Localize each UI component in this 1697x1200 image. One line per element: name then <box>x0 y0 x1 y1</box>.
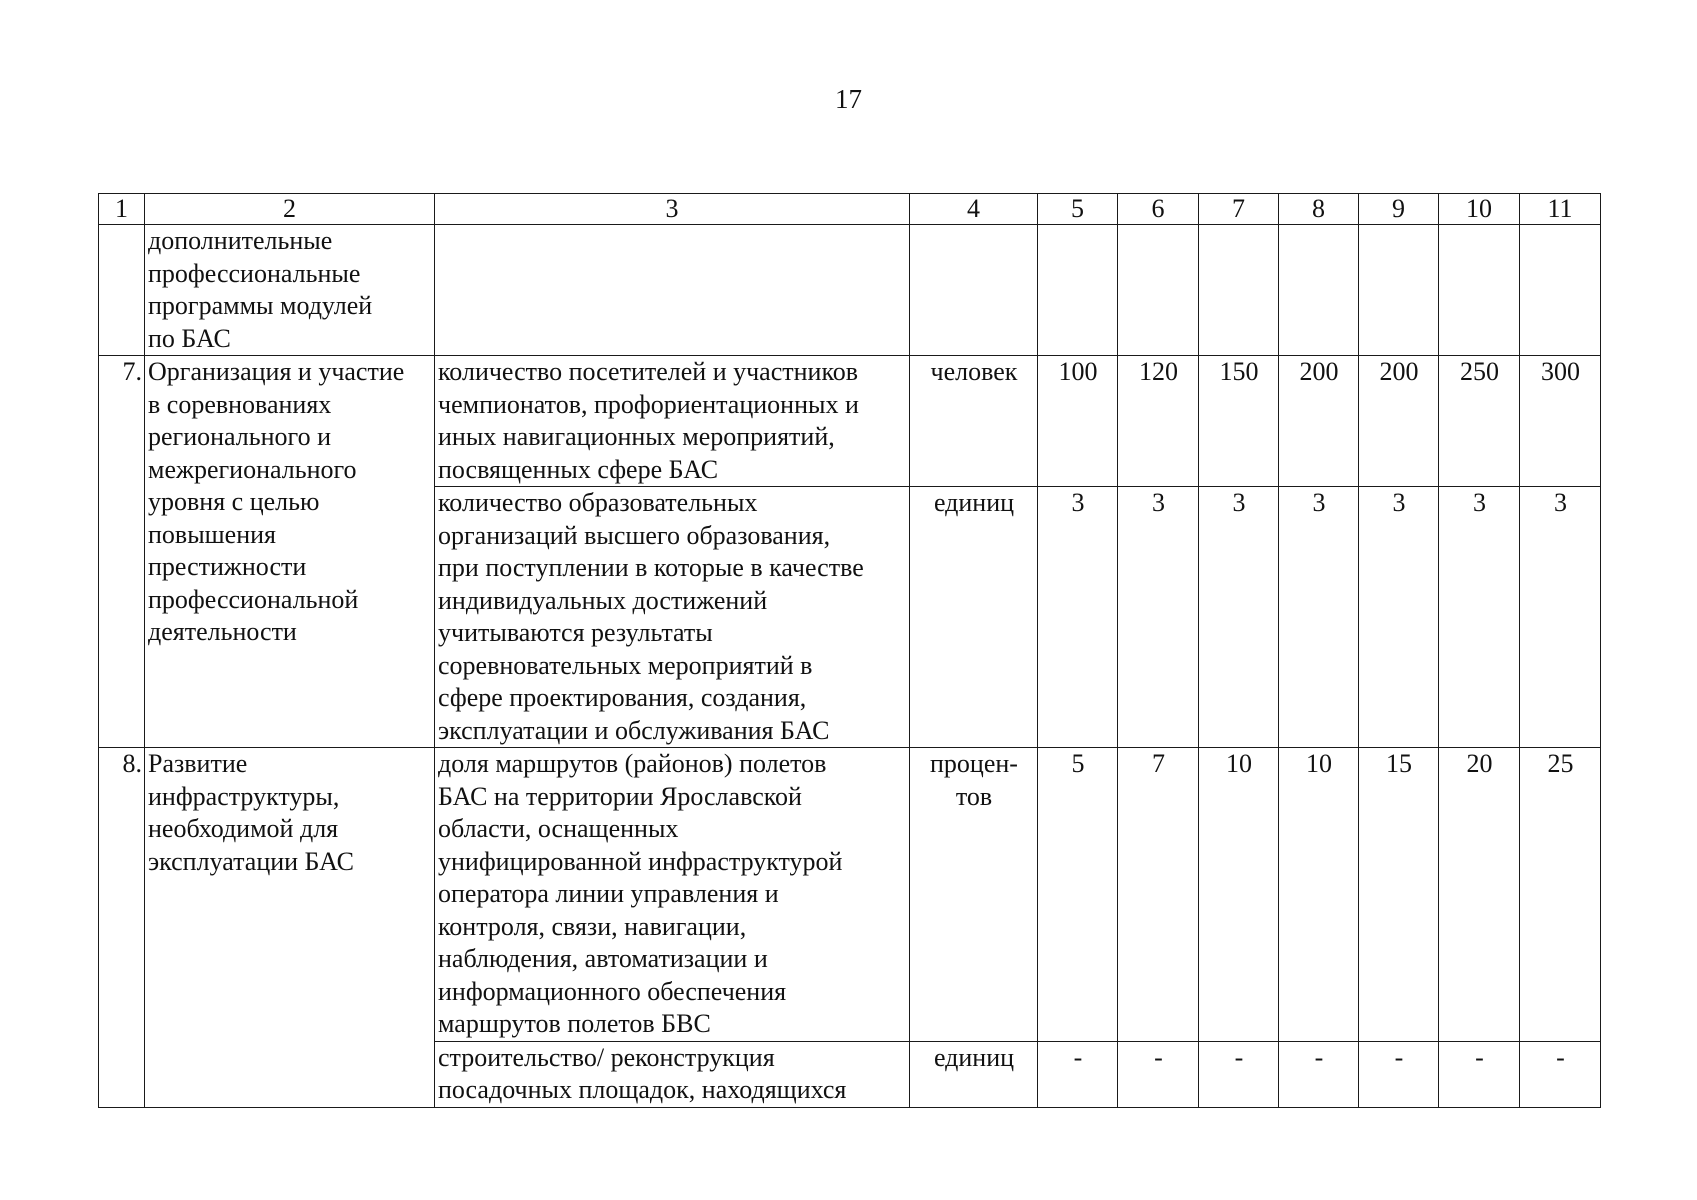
unit-cell <box>910 356 1038 487</box>
value-cell <box>1520 225 1601 356</box>
indicator-cell <box>435 1041 910 1107</box>
unit-text: процен- тов <box>930 749 1018 811</box>
value-cell: - <box>1038 1041 1118 1107</box>
unit-text: единиц <box>933 1042 1015 1072</box>
activity-name-cell <box>145 748 435 1108</box>
unit-text: человек <box>930 357 1018 386</box>
unit-cell <box>910 748 1038 1042</box>
row-number-cell <box>99 225 145 356</box>
value-cell: 100 <box>1038 356 1118 487</box>
header-cell: 8 <box>1279 194 1359 225</box>
value-cell: 3 <box>1199 487 1279 748</box>
value-cell: - <box>1359 1041 1439 1107</box>
value-cell: 10 <box>1279 748 1359 1042</box>
indicator-text: количество посетителей и участников чемпионатов, профориентационных и иных навигационных мероприятий, посвященных сфере БАС <box>438 357 859 484</box>
value-cell: 3 <box>1359 487 1439 748</box>
value-cell: - <box>1439 1041 1520 1107</box>
header-cell: 10 <box>1439 194 1520 225</box>
activity-name: дополнительные профессиональные программы модулей по БАС <box>148 226 373 353</box>
value-cell <box>1279 225 1359 356</box>
value-cell: 120 <box>1118 356 1199 487</box>
value-cell: 3 <box>1118 487 1199 748</box>
unit-text: единиц <box>933 488 1015 517</box>
header-cell: 5 <box>1038 194 1118 225</box>
indicators-table <box>98 193 1601 1108</box>
indicator-cell <box>435 225 910 356</box>
activity-name: Организация и участие в соревнованиях регионального и межрегионального уровня с целью повышения престижности профессиональной деятельности <box>148 357 405 646</box>
value-cell: 150 <box>1199 356 1279 487</box>
value-cell: 3 <box>1520 487 1601 748</box>
header-cell: 2 <box>145 194 435 225</box>
value-cell: 20 <box>1439 748 1520 1042</box>
header-cell: 9 <box>1359 194 1439 225</box>
value-cell: 200 <box>1359 356 1439 487</box>
value-cell: 250 <box>1439 356 1520 487</box>
value-cell <box>1038 225 1118 356</box>
indicator-cell <box>435 748 910 1042</box>
header-row <box>99 194 1601 225</box>
value-cell: - <box>1199 1041 1279 1107</box>
header-cell: 3 <box>435 194 910 225</box>
table-row-continuation <box>99 225 1601 356</box>
value-cell: 15 <box>1359 748 1439 1042</box>
value-cell: 200 <box>1279 356 1359 487</box>
activity-name-cell <box>145 356 435 748</box>
value-cell <box>1199 225 1279 356</box>
row-number-cell: 8. <box>99 748 145 1108</box>
table-row <box>99 748 1601 1042</box>
indicator-text: количество образовательных организаций высшего образования, при поступлении в которые в качестве индивидуальных достижений учитываются результаты соревновательных мероприятий в сфере проектирования, создания, эксплуатации и обслуживания БАС <box>438 488 864 745</box>
value-cell: 3 <box>1439 487 1520 748</box>
value-cell: - <box>1520 1041 1601 1107</box>
value-cell: 300 <box>1520 356 1601 487</box>
table-row <box>99 356 1601 487</box>
indicator-cell <box>435 487 910 748</box>
value-cell: - <box>1279 1041 1359 1107</box>
header-cell: 1 <box>99 194 145 225</box>
value-cell: 25 <box>1520 748 1601 1042</box>
header-cell: 6 <box>1118 194 1199 225</box>
activity-name: Развитие инфраструктуры, необходимой для эксплуатации БАС <box>148 749 354 876</box>
indicator-text: доля маршрутов (районов) полетов БАС на территории Ярославской области, оснащенных унифицированной инфраструктурой оператора линии управления и контроля, связи, навигации, наблюдения, автоматизации и информационного обеспечения маршрутов полетов БВС <box>438 749 843 1038</box>
value-cell: 10 <box>1199 748 1279 1042</box>
value-cell <box>1439 225 1520 356</box>
indicator-text: строительство/ реконструкция посадочных площадок, находящихся <box>438 1042 847 1104</box>
header-cell: 7 <box>1199 194 1279 225</box>
unit-cell <box>910 1041 1038 1107</box>
unit-cell <box>910 225 1038 356</box>
value-cell: - <box>1118 1041 1199 1107</box>
value-cell: 3 <box>1279 487 1359 748</box>
value-cell: 7 <box>1118 748 1199 1042</box>
value-cell: 5 <box>1038 748 1118 1042</box>
header-cell: 11 <box>1520 194 1601 225</box>
row-number-cell: 7. <box>99 356 145 748</box>
activity-name-cell <box>145 225 435 356</box>
header-cell: 4 <box>910 194 1038 225</box>
value-cell <box>1359 225 1439 356</box>
page-number: 17 <box>835 84 862 114</box>
indicator-cell <box>435 356 910 487</box>
unit-cell <box>910 487 1038 748</box>
value-cell: 3 <box>1038 487 1118 748</box>
value-cell <box>1118 225 1199 356</box>
